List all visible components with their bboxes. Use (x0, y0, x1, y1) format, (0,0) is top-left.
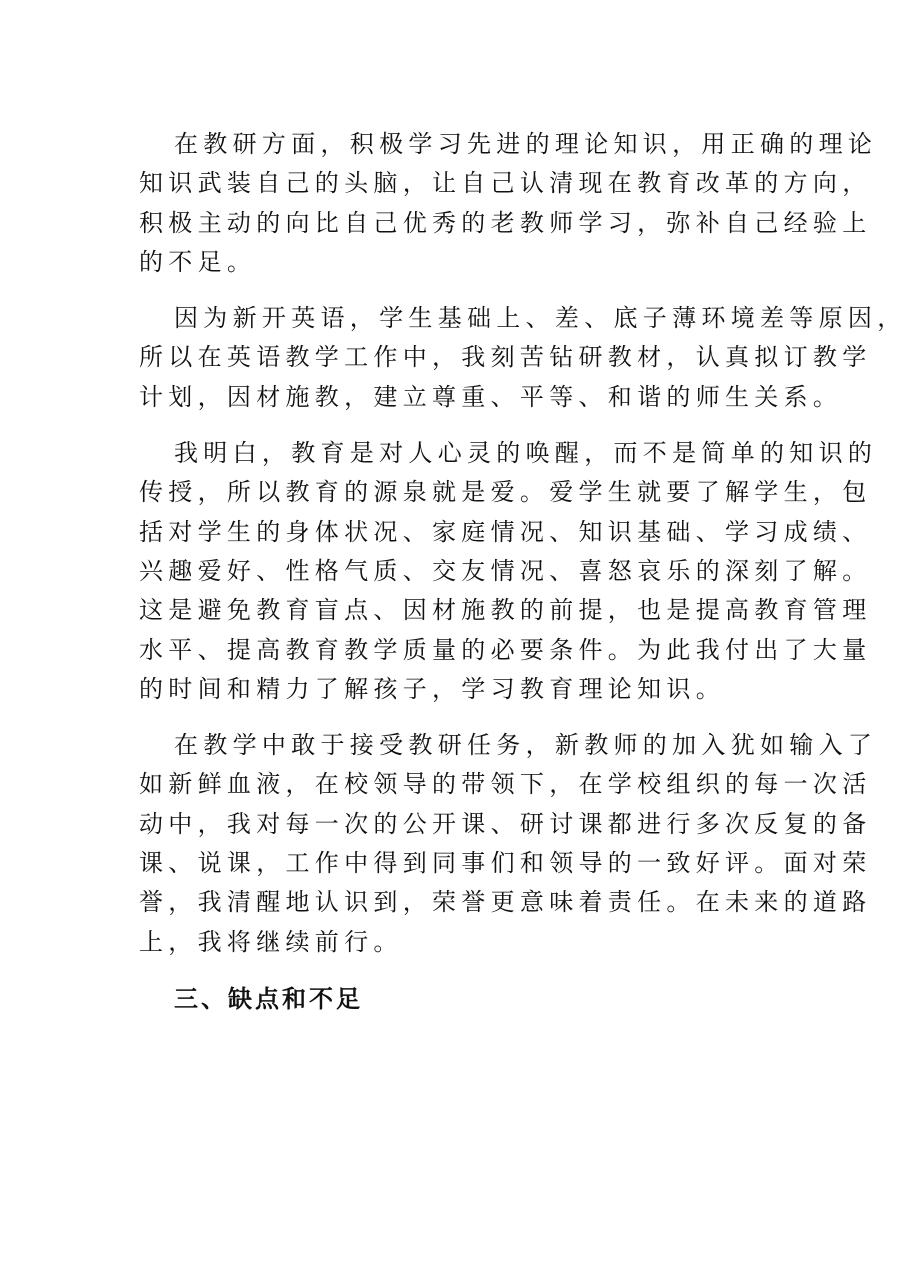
text-line: 的不足。 (139, 247, 257, 276)
section-heading: 三、缺点和不足 (174, 983, 363, 1013)
paragraph-teaching-research (139, 125, 878, 282)
text-line: 课、说课，工作中得到同事们和领导的一致好评。面对荣 (139, 849, 872, 878)
document-body (139, 125, 907, 1018)
paragraph-research-tasks (139, 726, 878, 962)
text-line: 的时间和精力了解孩子，学习教育理论知识。 (139, 674, 725, 703)
text-line: 积极主动的向比自己优秀的老教师学习，弥补自己经验上 (139, 208, 872, 237)
text-line: 这是避免教育盲点、因材施教的前提，也是提高教育管理 (139, 596, 872, 625)
paragraph-english-teaching (139, 299, 907, 417)
text-line: 知识武装自己的头脑，让自己认清现在教育改革的方向， (139, 169, 872, 198)
text-line: 在教学中敢于接受教研任务，新教师的加入犹如输入了 (174, 731, 878, 760)
text-line: 誉，我清醒地认识到，荣誉更意味着责任。在未来的道路 (139, 888, 872, 917)
text-line: 动中，我对每一次的公开课、研讨课都进行多次反复的备 (139, 809, 872, 838)
text-line: 计划，因材施教，建立尊重、平等、和谐的师生关系。 (139, 382, 843, 411)
text-line: 我明白，教育是对人心灵的唤醒，而不是简单的知识的 (174, 439, 878, 468)
text-line: 因为新开英语，学生基础上、差、底子薄环境差等原因， (174, 304, 907, 333)
text-line: 如新鲜血液，在校领导的带领下，在学校组织的每一次活 (139, 770, 872, 799)
text-line: 兴趣爱好、性格气质、交友情况、喜怒哀乐的深刻了解。 (139, 556, 872, 585)
text-line: 上，我将继续前行。 (139, 927, 403, 956)
text-line: 在教研方面，积极学习先进的理论知识，用正确的理论 (174, 130, 878, 158)
text-line: 传授，所以教育的源泉就是爱。爱学生就要了解学生，包 (139, 478, 872, 507)
text-line: 所以在英语教学工作中，我刻苦钻研教材，认真拟订教学 (139, 343, 872, 372)
text-line: 水平、提高教育教学质量的必要条件。为此我付出了大量 (139, 635, 872, 664)
paragraph-education-love (139, 434, 878, 709)
text-line: 括对学生的身体状况、家庭情况、知识基础、学习成绩、 (139, 517, 872, 546)
